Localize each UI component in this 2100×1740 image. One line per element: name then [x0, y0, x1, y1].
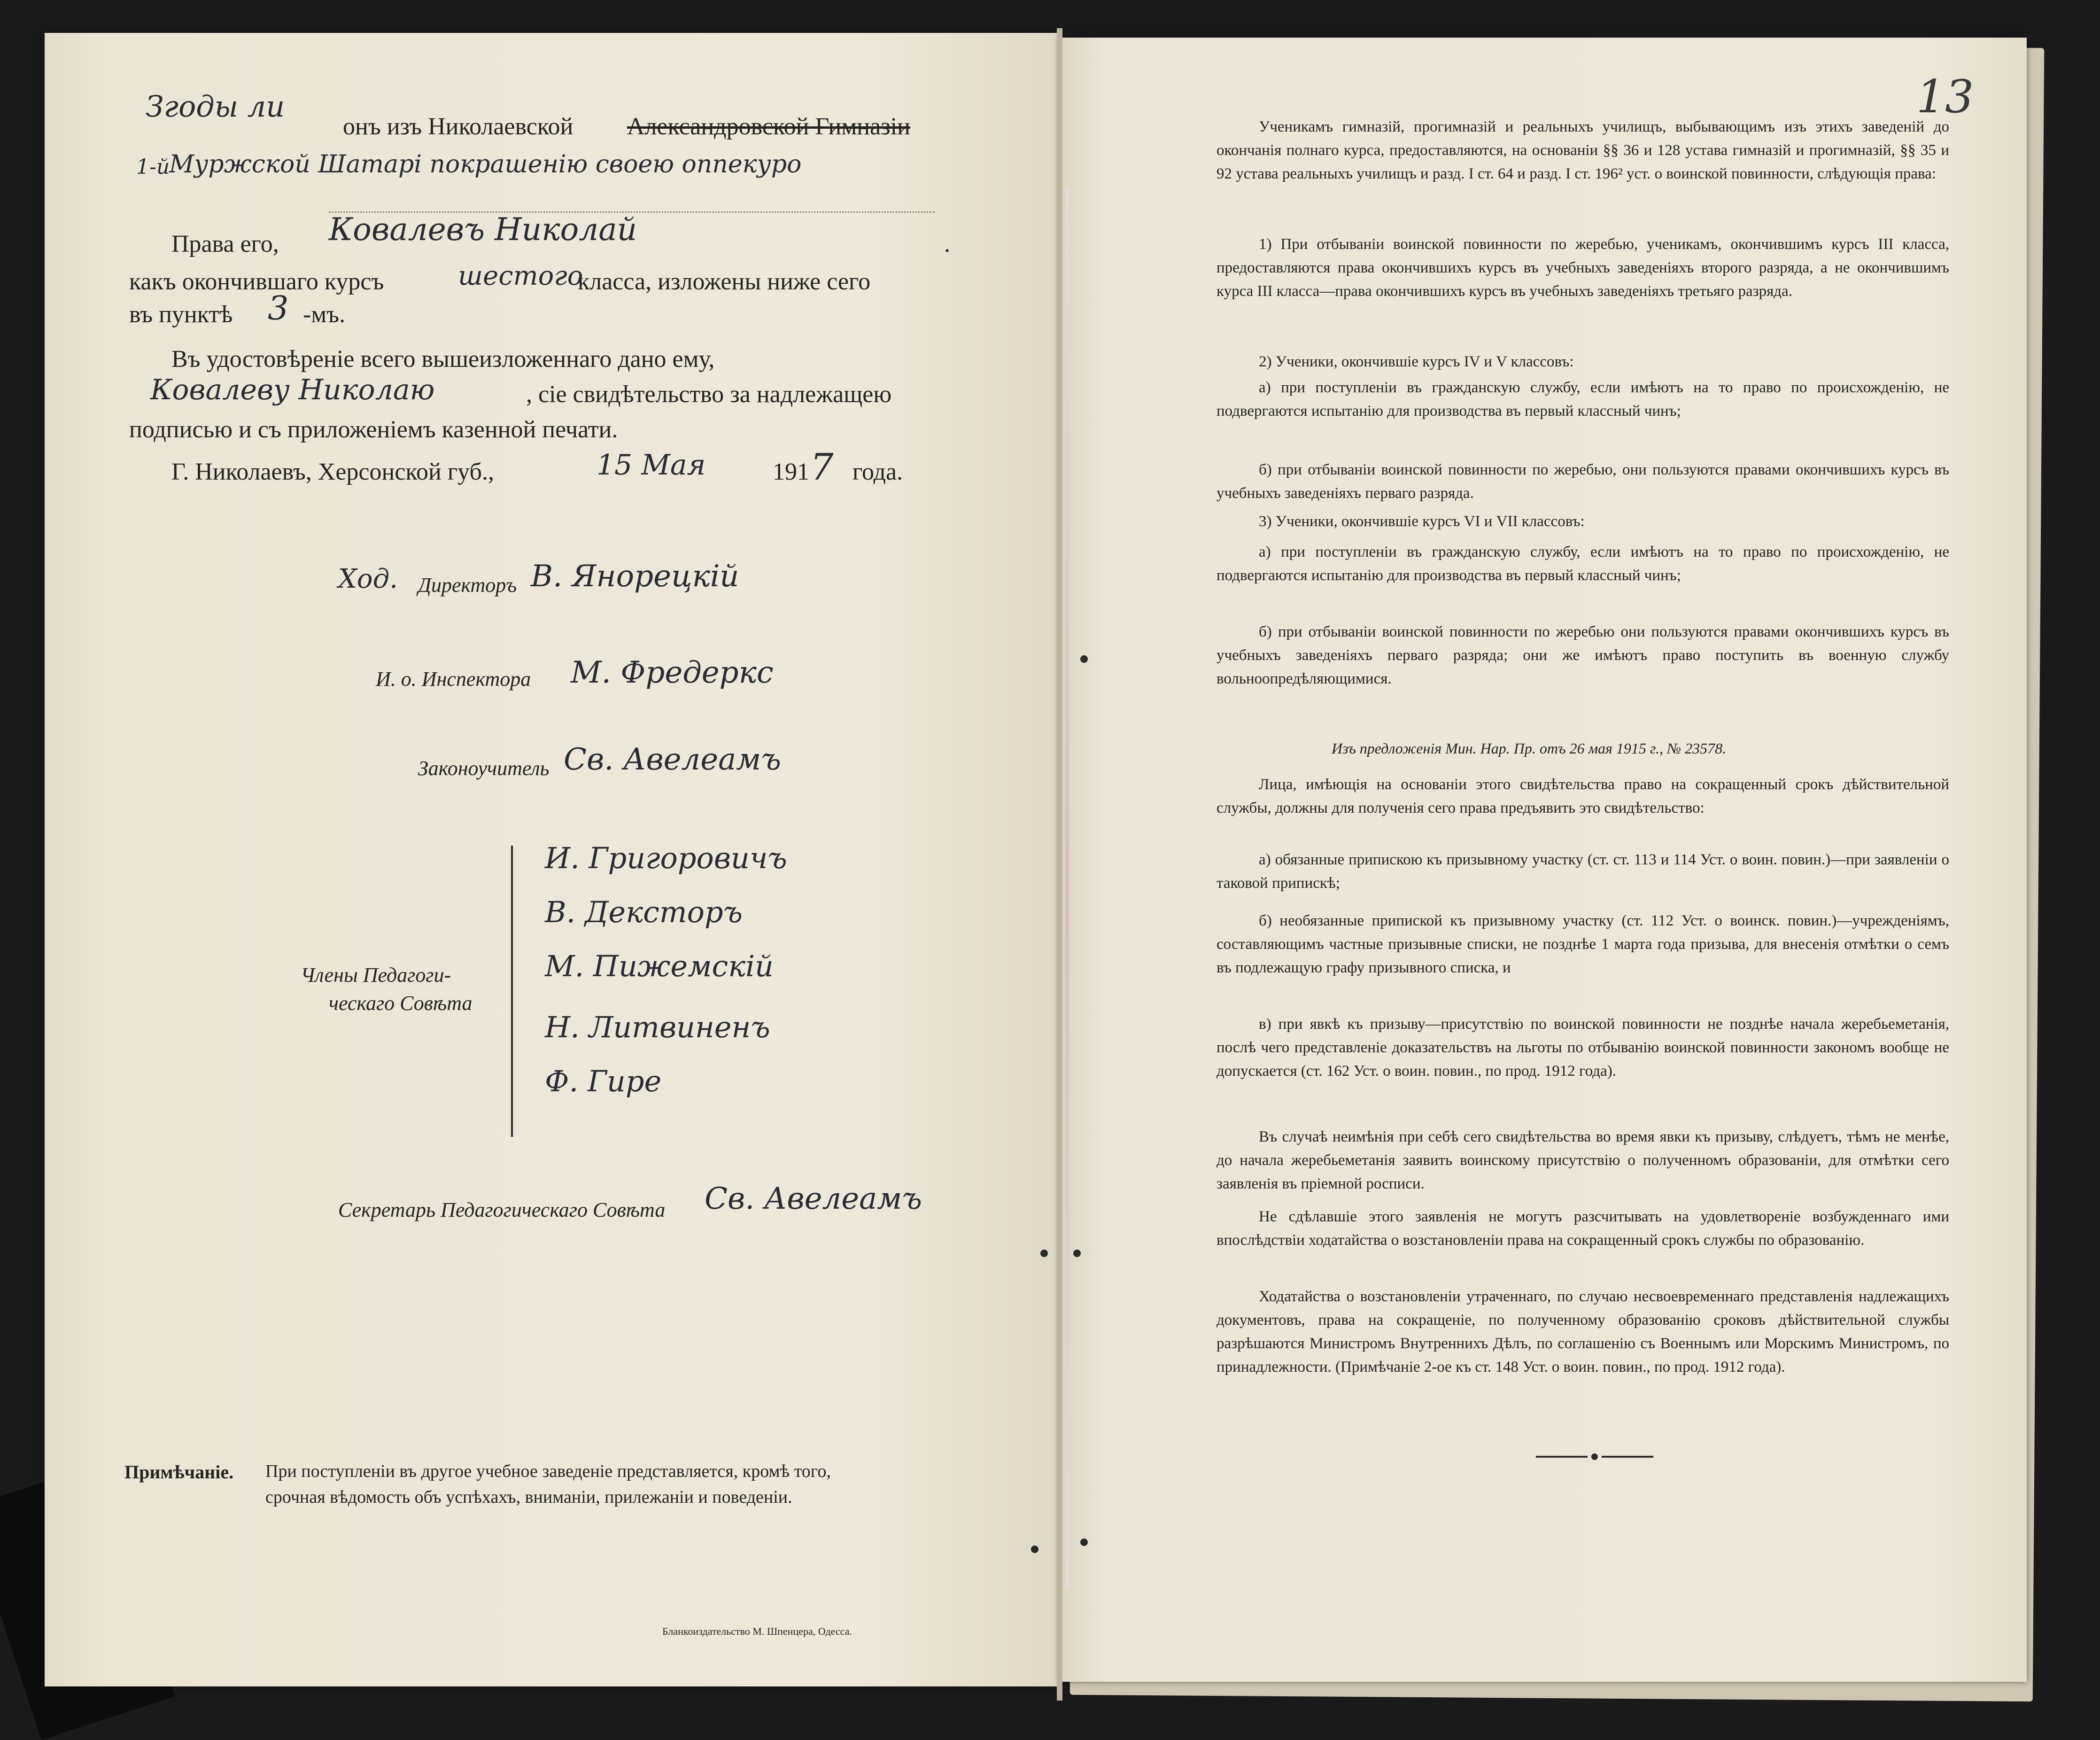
- council-brace: [511, 846, 513, 1137]
- inspector-label: И. о. Инспектора: [376, 668, 531, 691]
- decree-title: Изъ предложенія Мин. Нар. Пр. отъ 26 мая 1915 г., № 23578.: [1332, 740, 1727, 757]
- intro-paragraph: Ученикамъ гимназій, прогимназій и реальныхъ училищъ, выбывающимъ изъ этихъ заведеній до окончанія полнаго курса, предоставляются, на основаніи §§ 36 и 128 устава гимназій и прогимназій, §§ 35 и 92 устава реальныхъ училищъ и разд. I ст. 64 и разд. I ст. 196² уст. о воинской повинности, слѣдующія права:: [1217, 118, 1949, 182]
- rights-item-1: 1) При отбываніи воинской повинности по жеребью, ученикамъ, окончившимъ курсъ III класса, предоставляются права окончившихъ курсъ въ учебныхъ заведеніяхъ второго разряда, а не окончившимъ курса III класса—права окончившихъ курсъ въ учебныхъ заведеніяхъ третьяго разряда.: [1217, 236, 1949, 300]
- council-label-2: ческаго Совѣта: [329, 992, 473, 1015]
- handwritten-line2: Муржской Шатарі покрашенію своею оппекуро: [169, 150, 802, 179]
- place-label: Г. Николаевъ, Херсонской губ.,: [171, 458, 494, 485]
- course-handwritten: шестого: [458, 261, 583, 291]
- ornament-divider: [1536, 1452, 1653, 1462]
- rights-item-2a: а) при поступленіи въ гражданскую службу, если имѣютъ на то право по происхожденію, не подвергаются испытанію для производства въ первый классный чинъ;: [1217, 379, 1949, 419]
- note-title: Примѣчаніе.: [124, 1461, 234, 1483]
- year-suffix: года.: [852, 458, 903, 485]
- priest-label: Законоучитель: [418, 757, 550, 780]
- note-line2: срочная вѣдомость объ успѣхахъ, вниманіи, прилежаніи и поведеніи.: [265, 1487, 792, 1507]
- inspector-signature: М. Фредеркс: [571, 655, 774, 690]
- director-label: Директоръ: [418, 574, 517, 597]
- decree-paragraph: Въ случаѣ неимѣнія при себѣ сего свидѣтельства во время явки къ призыву, слѣдуетъ, тѣмъ не менѣе, до начала жеребьеметанія заявить воинскому присутствію о полученномъ образованіи, для отмѣтки сего заявленія въ пріемной росписи.: [1217, 1128, 1949, 1192]
- council-signature: М. Пижемскій: [545, 949, 774, 983]
- point-label: въ пунктѣ: [129, 301, 233, 328]
- council-signature: Ф. Гире: [545, 1064, 662, 1098]
- printer-line: Бланкоиздательство М. Шпенцера, Одесса.: [662, 1625, 852, 1637]
- decree-paragraph: а) обязанные припискою къ призывному участку (ст. ст. 113 и 114 Уст. о воин. повин.)—при заявленіи о таковой припискѣ;: [1217, 851, 1949, 892]
- rights-label: Права его,: [171, 231, 279, 257]
- page-number: 13: [1916, 70, 1974, 123]
- rights-item-3: 3) Ученики, окончившіе курсъ VI и VII классовъ:: [1259, 513, 1585, 530]
- stitch-hole: [1073, 1250, 1081, 1257]
- priest-signature: Св. Авелеамъ: [564, 742, 781, 777]
- rights-item-2: 2) Ученики, окончившіе курсъ IV и V классовъ:: [1259, 353, 1574, 370]
- secretary-signature: Св. Авелеамъ: [705, 1181, 922, 1216]
- cert-rest: , сіе свидѣтельство за надлежащею: [526, 381, 892, 408]
- cert-name-handwritten: Ковалеву Николаю: [150, 373, 435, 406]
- handwritten-line2-mark: 1-й: [136, 155, 170, 179]
- decree-paragraph: Ходатайства о возстановленіи утраченнаго, по случаю несвоевременнаго представленія надлежащихъ документовъ, права на сокращеніе, по полученному образованію сроковъ дѣйствительной службы разрѣшаются Министромъ Внутреннихъ Дѣлъ, по соглашенію съ Военнымъ или Морскимъ Министромъ, по принадлежности. (Примѣчаніе 2-ое къ ст. 148 Уст. о воин. повин., по прод. 1912 года).: [1217, 1288, 1949, 1375]
- council-signature: И. Григоровичъ: [545, 841, 787, 875]
- point-suffix: -мъ.: [303, 301, 346, 328]
- note-line1: При поступленіи въ другое учебное заведеніе представляется, кромѣ того,: [265, 1461, 831, 1481]
- stitch-hole: [1031, 1546, 1038, 1553]
- stitch-hole: [1080, 655, 1088, 663]
- rights-name-handwritten: Ковалевъ Николай: [329, 211, 637, 248]
- director-prefix-handwritten: Ход.: [338, 564, 398, 594]
- council-label-1: Члены Педагоги-: [301, 963, 451, 987]
- rights-item-3b: б) при отбываніи воинской повинности по жеребью они пользуются правами окончившихъ курсъ въ учебныхъ заведеніяхъ перваго разряда; они же имѣютъ право поступить въ военную службу вольноопредѣляющимися.: [1217, 623, 1949, 687]
- decree-paragraph: в) при явкѣ къ призыву—присутствію по воинской повинности не позднѣе начала жеребьеметанія, послѣ чего представленіе доказательствъ на льготы по отбыванію воинской повинности закономъ вообще не допускается (ст. 162 Уст. о воин. повин., по прод. 1912 года).: [1217, 1016, 1949, 1080]
- spine: [1057, 28, 1062, 1701]
- cert-line: Въ удостовѣреніе всего вышеизложеннаго дано ему,: [171, 346, 715, 373]
- point-handwritten: 3: [268, 289, 289, 327]
- cert-line3: подписью и съ приложеніемъ казенной печати.: [129, 416, 618, 443]
- year-handwritten: 7: [810, 446, 834, 489]
- stitch-hole: [1080, 1538, 1088, 1546]
- course-rest: класса, изложены ниже сего: [578, 268, 871, 295]
- year-printed: 191: [773, 458, 809, 485]
- council-signature: В. Дексторъ: [545, 895, 743, 929]
- binding-thread: [1065, 188, 1069, 1588]
- handwritten-header: Згоды ли: [146, 89, 285, 124]
- decree-paragraph: Не сдѣлавшіе этого заявленія не могутъ разсчитывать на удовлетвореніе возбужденнаго ими впослѣдствіи ходатайства о возстановленіи права на сокращенный срокъ службы по образованію.: [1217, 1208, 1949, 1249]
- line1-prefix: онъ изъ Николаевской: [343, 113, 573, 140]
- director-signature: В. Янорецкій: [531, 559, 739, 594]
- rights-item-3a: а) при поступленіи въ гражданскую службу, если имѣютъ на то право по происхожденію, не подвергаются испытанію для производства въ первый классный чинъ;: [1217, 544, 1949, 584]
- secretary-label: Секретарь Педагогическаго Совѣта: [338, 1198, 666, 1221]
- course-label: какъ окончившаго курсъ: [129, 268, 384, 295]
- rights-item-2b: б) при отбываніи воинской повинности по жеребью, они пользуются правами окончившихъ курсъ въ учебныхъ заведеніяхъ перваго разряда.: [1217, 461, 1949, 502]
- decree-paragraph: Лица, имѣющія на основаніи этого свидѣтельства право на сокращенный срокъ дѣйствительной службы, должны для полученія сего права предъявить это свидѣтельство:: [1217, 776, 1949, 816]
- line1-struck: Александровской Гимназіи: [627, 113, 910, 140]
- council-signature: Н. Литвиненъ: [545, 1010, 770, 1044]
- decree-paragraph: б) необязанные припиской къ призывному участку (ст. 112 Уст. о воинск. повин.)—учрежденіямъ, составляющимъ частные призывные списки, не позднѣе 1 марта года призыва, для внесенія отмѣтки о семъ въ подлежащую графу призывного списка, и: [1217, 912, 1949, 976]
- stitch-hole: [1040, 1250, 1048, 1257]
- date-handwritten: 15 Мая: [597, 449, 706, 482]
- rights-end: .: [944, 231, 950, 257]
